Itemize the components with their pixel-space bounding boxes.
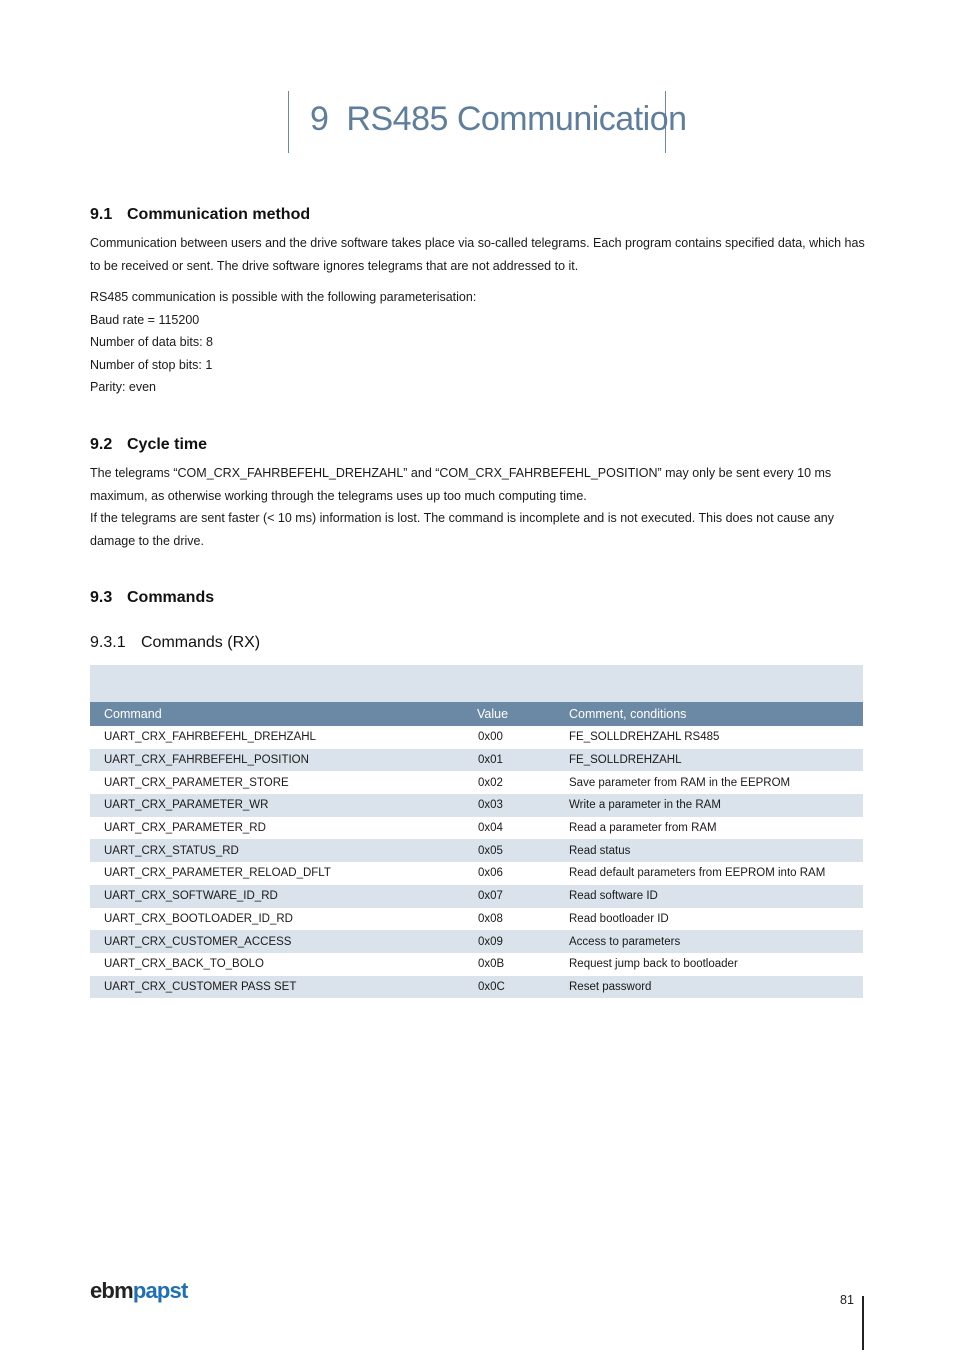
- logo-part-ebm: ebm: [90, 1278, 133, 1303]
- chapter-title: [310, 100, 687, 139]
- value-text: 0x03: [478, 799, 503, 812]
- value-cell: [463, 726, 569, 749]
- comment-cell: Request jump back to bootloader: [569, 958, 738, 971]
- table-row: [90, 976, 863, 999]
- value-cell: [463, 817, 569, 840]
- parity-line: Parity: even: [90, 380, 157, 395]
- section-title: Communication method: [127, 206, 311, 223]
- comment-cell: Read default parameters from EEPROM into RAM: [569, 867, 826, 880]
- value-cell: [463, 839, 569, 862]
- value-cell: [463, 749, 569, 772]
- comment-cell: Read software ID: [569, 885, 863, 908]
- comment-cell: Save parameter from RAM in the EEPROM: [569, 776, 791, 789]
- value-text: 0x00: [478, 731, 503, 744]
- table-row: [90, 862, 863, 885]
- column-header-command: Command: [90, 702, 463, 726]
- command-cell: UART_CRX_FAHRBEFEHL_DREHZAHL: [104, 731, 316, 744]
- subsection-number: 9.3.1: [90, 634, 126, 651]
- section-number: 9.2: [90, 436, 113, 453]
- chapter-number: 9: [310, 100, 329, 138]
- comment-cell: Write a parameter in the RAM: [569, 794, 863, 817]
- parameterisation-list: [90, 286, 865, 399]
- comment-cell: Read bootloader ID: [569, 912, 669, 925]
- table-row: [90, 749, 863, 772]
- value-text: 0x08: [478, 912, 503, 925]
- table-row: [90, 908, 863, 931]
- table-row: [90, 930, 863, 953]
- logo-part-papst: papst: [132, 1278, 188, 1303]
- section-number: 9.3: [90, 589, 113, 606]
- table-row: [90, 885, 863, 908]
- comment-cell: FE_SOLLDREHZAHL: [569, 749, 863, 772]
- command-cell: UART_CRX_PARAMETER_WR: [90, 794, 463, 817]
- table-row: [90, 771, 863, 794]
- value-cell: [463, 930, 569, 953]
- value-text: 0x04: [478, 822, 503, 835]
- section-number: 9.1: [90, 206, 113, 223]
- command-cell: UART_CRX_STATUS_RD: [90, 839, 463, 862]
- page-number-rule: [862, 1296, 864, 1350]
- value-cell: [463, 953, 569, 976]
- command-cell: UART_CRX_SOFTWARE_ID_RD: [90, 885, 463, 908]
- value-text: 0x0B: [478, 958, 505, 971]
- communication-method-paragraph: [90, 232, 865, 277]
- column-header-value: Value: [463, 702, 569, 726]
- command-cell: UART_CRX_CUSTOMER PASS SET: [90, 976, 463, 999]
- comment-cell: Access to parameters: [569, 930, 863, 953]
- stop-bits-line: Number of stop bits: 1: [90, 357, 213, 372]
- command-cell: UART_CRX_PARAMETER_RELOAD_DFLT: [104, 867, 331, 880]
- section-heading-9-2: [90, 436, 207, 454]
- value-cell: [463, 976, 569, 999]
- table-caption-band: [90, 665, 863, 702]
- value-cell: [463, 794, 569, 817]
- value-text: 0x02: [478, 776, 503, 789]
- comment-cell: Read a parameter from RAM: [569, 822, 717, 835]
- section-heading-9-1: [90, 206, 310, 224]
- command-cell: UART_CRX_BOOTLOADER_ID_RD: [104, 912, 293, 925]
- value-cell: [463, 885, 569, 908]
- value-text: 0x01: [478, 754, 503, 767]
- command-cell: UART_CRX_FAHRBEFEHL_POSITION: [90, 749, 463, 772]
- page-number: 81: [840, 1293, 854, 1307]
- comment-cell: Read status: [569, 839, 863, 862]
- value-cell: [463, 862, 569, 885]
- command-cell: UART_CRX_PARAMETER_STORE: [104, 776, 289, 789]
- section-heading-9-3: [90, 589, 214, 607]
- command-cell: UART_CRX_CUSTOMER_ACCESS: [90, 930, 463, 953]
- subsection-title: Commands (RX): [141, 634, 261, 651]
- table-row: [90, 817, 863, 840]
- table-row: [90, 726, 863, 749]
- paragraph-text: Communication between users and the drive software takes place via so-called telegrams. Each program contains specified data, which has to be received or sent. The drive software ignores telegrams that are not addressed to it.: [90, 236, 865, 273]
- cycle-time-paragraph: [90, 462, 865, 552]
- comment-cell: Reset password: [569, 976, 863, 999]
- value-text: 0x0C: [478, 980, 505, 993]
- command-cell: UART_CRX_PARAMETER_RD: [104, 822, 266, 835]
- value-text: 0x05: [478, 844, 503, 857]
- paragraph-text: If the telegrams are sent faster (< 10 ms) information is lost. The command is incomplete and is not executed. This does not cause any damage to the drive.: [90, 511, 835, 548]
- table-header-row: [90, 702, 863, 726]
- commands-rx-table: [90, 665, 863, 998]
- parameterisation-intro: RS485 communication is possible with the following parameterisation:: [90, 290, 477, 304]
- subsection-heading-9-3-1: [90, 634, 260, 652]
- section-title: Commands: [127, 589, 215, 606]
- column-header-comment: Comment, conditions: [569, 702, 863, 726]
- data-bits-line: Number of data bits: 8: [90, 335, 213, 350]
- table-row: [90, 839, 863, 862]
- chapter-title-text: RS485 Communication: [346, 100, 687, 138]
- section-title: Cycle time: [127, 436, 208, 453]
- command-cell: UART_CRX_BACK_TO_BOLO: [104, 958, 264, 971]
- value-cell: [463, 908, 569, 931]
- ebmpapst-logo: [90, 1278, 188, 1304]
- comment-cell: FE_SOLLDREHZAHL RS485: [569, 731, 720, 744]
- value-text: 0x06: [478, 867, 503, 880]
- value-cell: [463, 771, 569, 794]
- table-row: [90, 794, 863, 817]
- paragraph-text: The telegrams “COM_CRX_FAHRBEFEHL_DREHZAHL” and “COM_CRX_FAHRBEFEHL_POSITION” may only be sent every 10 ms maximum, as otherwise working through the telegrams uses up too much computing time.: [90, 466, 832, 503]
- value-text: 0x07: [478, 890, 503, 903]
- value-text: 0x09: [478, 935, 503, 948]
- baud-rate-line: Baud rate = 115200: [90, 312, 200, 327]
- table-row: [90, 953, 863, 976]
